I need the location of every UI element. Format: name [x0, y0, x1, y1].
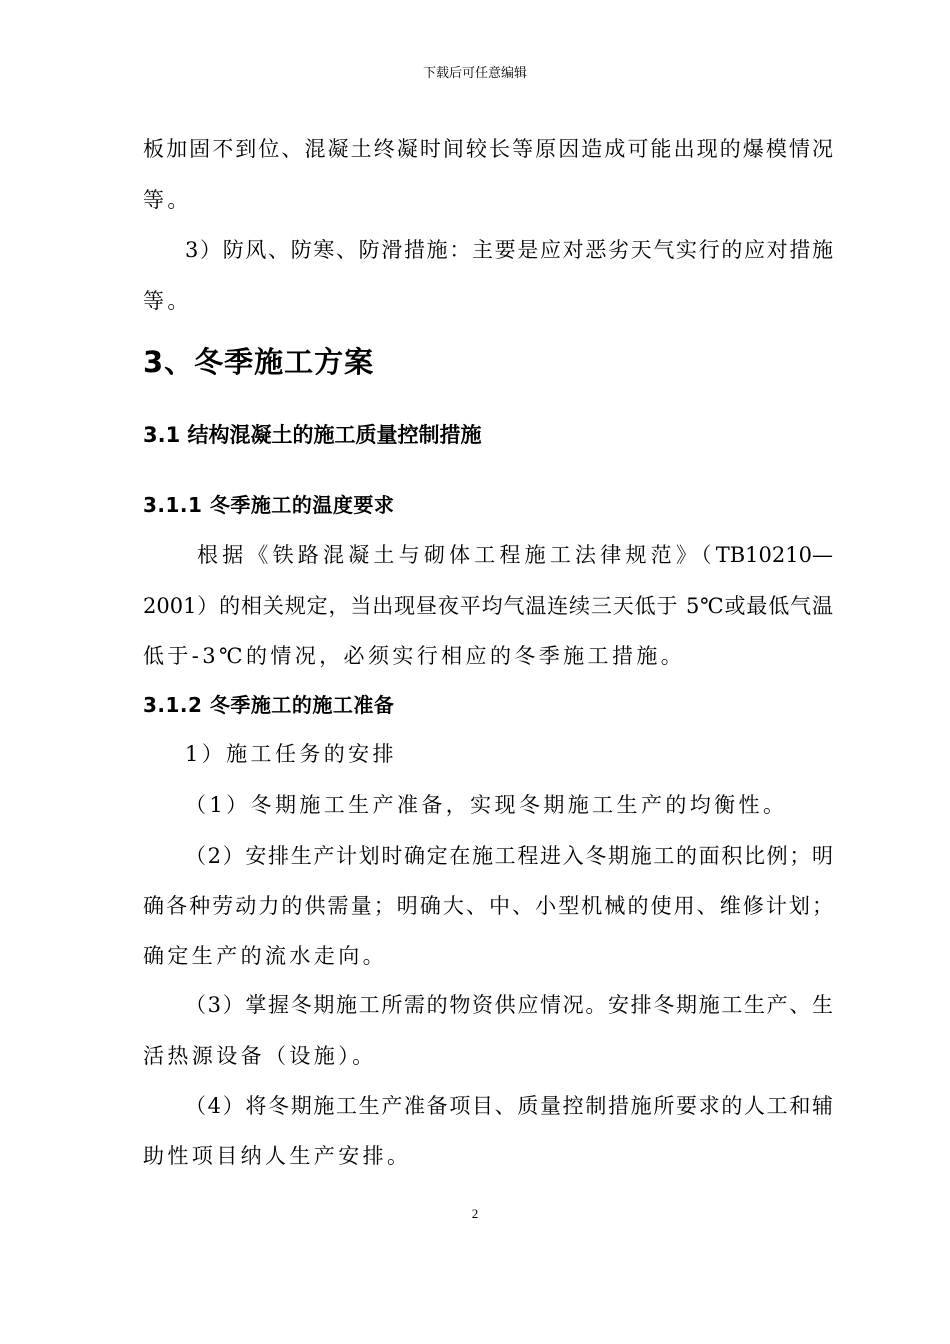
paragraph-line: （1）冬期施工生产准备，实现冬期施工生产的均衡性。 [185, 793, 788, 817]
section-heading: 3、冬季施工方案 [143, 345, 375, 379]
page-number: 2 [471, 1206, 479, 1221]
paragraph-line: 确定生产的流水走向。 [143, 944, 387, 968]
paragraph-line: （4）将冬期施工生产准备项目、质量控制措施所要求的人工和辅 [185, 1094, 833, 1118]
paragraph-line: 确各种劳动力的供需量；明确大、中、小型机械的使用、维修计划； [143, 894, 833, 918]
paragraph-line: 1）施工任务的安排 [185, 742, 397, 766]
subsection-heading: 3.1 结构混凝土的施工质量控制措施 [143, 423, 482, 447]
paragraph-line: 等。 [143, 289, 192, 313]
subsubsection-heading: 3.1.1 冬季施工的温度要求 [143, 493, 395, 517]
paragraph-line: （2）安排生产计划时确定在施工程进入冬期施工的面积比例；明 [185, 844, 833, 868]
page-header: 下载后可任意编辑 [422, 66, 527, 81]
subsubsection-heading: 3.1.2 冬季施工的施工准备 [143, 693, 395, 717]
paragraph-line: 助性项目纳人生产安排。 [143, 1144, 412, 1168]
paragraph-line: 板加固不到位、混凝土终凝时间较长等原因造成可能出现的爆模情况 [143, 137, 833, 161]
paragraph-line: 等。 [143, 188, 192, 212]
paragraph-line: 3）防风、防寒、防滑措施：主要是应对恶劣天气实行的应对措施 [185, 238, 833, 262]
paragraph-line: 2001）的相关规定，当出现昼夜平均气温连续三天低于 5℃或最低气温 [143, 594, 833, 618]
paragraph-line: （3）掌握冬期施工所需的物资供应情况。安排冬期施工生产、生 [185, 993, 833, 1017]
paragraph-line: 活热源设备（设施）。 [143, 1044, 377, 1068]
paragraph-line: 低于-3℃的情况，必须实行相应的冬季施工措施。 [143, 644, 686, 668]
paragraph-line: 根据《铁路混凝土与砌体工程施工法律规范》（TB10210— [197, 543, 833, 567]
